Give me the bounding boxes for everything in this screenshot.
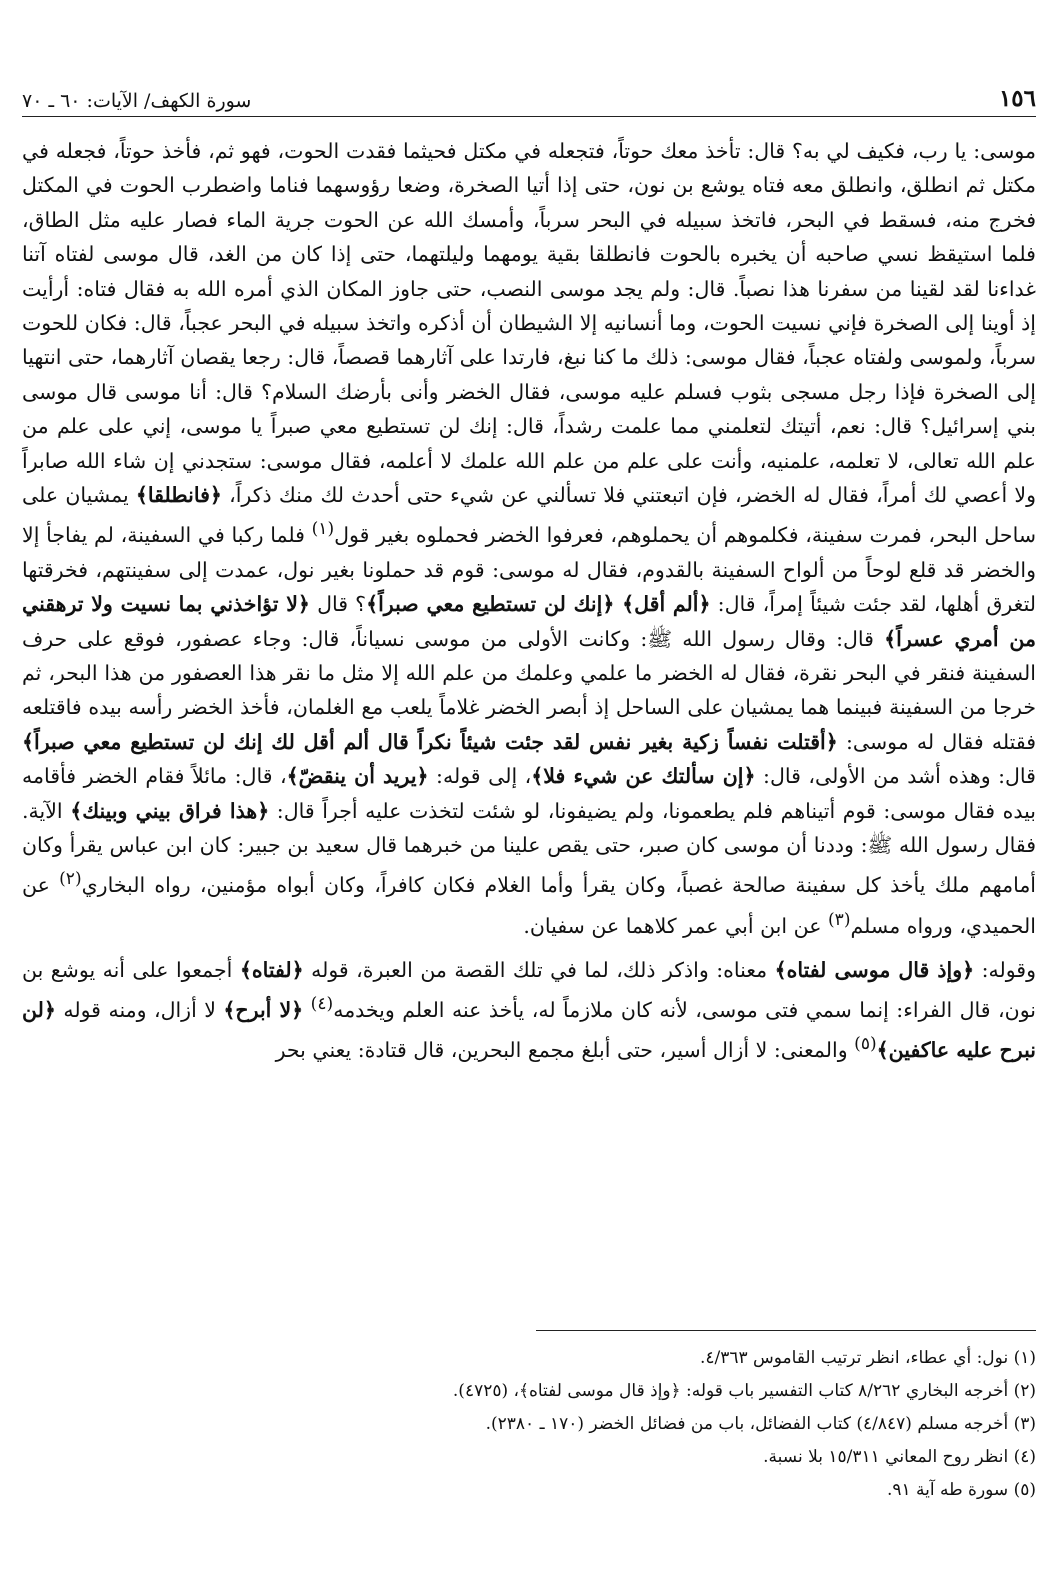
- paragraph-tafsir: [22, 953, 1036, 1068]
- quran-quote: ﴿يريد أن ينقضّ﴾: [286, 764, 429, 789]
- quran-quote: ﴿أقتلت نفساً زكية بغير نفس لقد جئت شيئاً نكراً قال ألم أقل لك إنك لن تستطيع معي صبراً﴾: [22, 729, 838, 754]
- quran-quote: ﴿وإذ قال موسى لفتاه﴾: [774, 957, 975, 982]
- text-run: ؟ قال: [309, 592, 367, 617]
- main-text: [22, 134, 1036, 1068]
- footnote-ref: (٢): [59, 869, 82, 890]
- text-run: عن الحميدي، ورواه مسلم: [22, 873, 1036, 938]
- text-run: فلما ركبا في السفينة، لم يفاجأ إلا والخضر قد قلع لوحاً من ألواح السفينة بالقدوم، فقال له موسى: قوم قد حملونا بغير نول، عمدت إلى سفينتهم، فخرقتها لتغرق أهلها، لقد جئت شيئاً إمراً، قال:: [22, 523, 1036, 617]
- footnote-4: (٤) انظر روح المعاني ١٥/٣١١ بلا نسبة.: [763, 1447, 1036, 1467]
- footnote-ref: (٣): [827, 909, 851, 930]
- footnote-ref: (٥): [854, 1034, 877, 1055]
- text-run: يمشيان على ساحل البحر، فمرت سفينة، فكلموهم أن يحملوهم، فعرفوا الخضر فحملوه بغير قول: [22, 483, 1036, 548]
- quran-quote: ﴿فانطلقا﴾: [135, 483, 222, 508]
- quran-quote: ﴿إن سألتك عن شيء فلا﴾: [531, 764, 756, 789]
- text-run: [303, 998, 310, 1022]
- page-header: [22, 78, 1036, 117]
- text-run: عن ابن أبي عمر كلاهما عن سفيان.: [523, 913, 828, 938]
- text-run: معناه: واذكر ذلك، لما في تلك القصة من العبرة، قوله: [303, 957, 775, 982]
- footnote-5: (٥) سورة طه آية ٩١.: [886, 1480, 1036, 1500]
- text-run: قال: وهذه أشد من الأولى، قال:: [755, 764, 1036, 789]
- footnote-3: (٣) أخرجه مسلم (٤/٨٤٧) كتاب الفضائل، باب من فضائل الخضر (١٧٠ ـ ٢٣٨٠).: [485, 1414, 1036, 1434]
- text-run: لا أزال، ومنه قوله: [55, 998, 224, 1023]
- text-run: ، قال: مائلاً فقام الخضر فأقامه بيده فقال موسى: قوم أتيناهم فلم يطعمونا، ولم يضيفونا، لو شئت لتخذت عليه أجراً قال:: [22, 764, 1036, 823]
- footnotes: [22, 1342, 1036, 1507]
- text-run: أجمعوا على أنه يوشع بن نون، قال الفراء: إنما سمي فتى موسى، لأنه كان ملازماً له، يأخذ عنه العلم ويخدمه: [22, 957, 1037, 1023]
- footnote-ref: (١): [311, 519, 335, 540]
- footnote-ref: (٤): [310, 994, 334, 1015]
- text-run: الآية. فقال رسول الله ﷺ: وددنا أن موسى كان صبر، حتى يقص علينا من خبرهما قال سعيد بن جبير: كان ابن عباس يقرأ وكان أمامهم ملك يأخذ كل سفينة صالحة غصباً، وكان يقرأ وأما الغلام فكان كافراً، وكان أبواه مؤمنين، رواه البخاري: [22, 798, 1036, 898]
- quran-quote: ﴿لا تؤاخذني بما نسيت ولا ترهقني من أمري عسراً﴾: [22, 592, 1036, 651]
- quran-quote: ﴿لن نبرح عليه عاكفين﴾: [22, 998, 1036, 1063]
- quran-quote: ﴿لفتاه﴾: [239, 957, 304, 982]
- quran-quote: ﴿ألم أقل﴾ ﴿إنك لن تستطيع معي صبراً﴾: [366, 592, 711, 617]
- footnote-2: (٢) أخرجه البخاري ٨/٢٦٢ كتاب التفسير باب قوله: ﴿وإذ قال موسى لفتاه﴾، (٤٧٢٥).: [452, 1381, 1036, 1401]
- quran-quote: ﴿هذا فراق بيني وبينك﴾: [70, 798, 270, 823]
- text-run: موسى: يا رب، فكيف لي به؟ قال: تأخذ معك حوتاً، فتجعله في مكتل فحيثما فقدت الحوت، فهو ثم، فأخذ حوتاً، فجعله في مكتل ثم انطلق، وانطلق معه فتاه يوشع بن نون، حتى إذا أتيا الصخرة، وضعا رؤوسهما فناما واضطرب الحوت في المكتل فخرج منه، فسقط في البحر، فاتخذ سبيله في البحر سرباً، وأمسك الله عن الحوت جرية الماء فصار عليه مثل الطاق، فلما استيقظ نسي صاحبه أن يخبره بالحوت فانطلقا بقية يومهما وليلتهما، حتى إذا كان من الغد، قال موسى لفتاه آتنا غداءنا لقد لقينا من سفرنا هذا نصباً. قال: ولم يجد موسى النصب، حتى جاوز المكان الذي أمره الله به فقال فتاه: أرأيت إذ أوينا إلى الصخرة فإني نسيت الحوت، وما أنسانيه إلا الشيطان أن أذكره واتخذ سبيله في البحر عجباً، قال: فكان للحوت سرباً، ولموسى ولفتاه عجباً، فقال موسى: ذلك ما كنا نبغ، فارتدا على آثارهما قصصاً، قال: رجعا يقصان آثارهما، حتى انتهيا إلى الصخرة فإذا رجل مسجى بثوب فسلم عليه موسى، فقال الخضر وأنى بأرضك السلام؟ قال: أنا موسى قال موسى بني إسرائيل؟ قال: نعم، أتيتك لتعلمني مما علمت رشداً، قال: إنك لن تستطيع معي صبراً يا موسى، إني على علم من علم الله تعالى، لا تعلمه، علمنيه، وأنت على علم من علم الله علمك لا أعلمه، فقال موسى: ستجدني إن شاء الله صابراً ولا أعصي لك أمراً، فقال له الخضر، فإن اتبعتني فلا تسألني عن شيء حتى أحدث لك منك ذكراً،: [22, 139, 1036, 508]
- footnote-divider: [536, 1330, 1036, 1331]
- page-number: ١٥٦: [998, 85, 1036, 112]
- footnote-1: (١) نول: أي عطاء، انظر ترتيب القاموس ٤/٣٦٣.: [699, 1348, 1036, 1368]
- text-run: وقوله:: [974, 957, 1037, 982]
- text-run: والمعنى: لا أزال أسير، حتى أبلغ مجمع البحرين، قال قتادة: يعني بحر: [275, 1038, 855, 1063]
- text-run: قال: وقال رسول الله ﷺ: وكانت الأولى من موسى نسياناً، قال: وجاء عصفور، فوقع على حرف السفينة فنقر في البحر نقرة، فقال له الخضر ما علمي وعلمك من علم الله إلا مثل ما نقر هذا العصفور من هذا البحر، ثم خرجا من السفينة فبينما هما يمشيان على الساحل إذ أبصر الخضر غلاماً يلعب مع الغلمان، فأخذ الخضر رأسه بيده فاقتلعه فقتله فقال له موسى:: [22, 626, 1036, 754]
- quran-quote: ﴿لا أبرح﴾: [223, 998, 304, 1023]
- text-run: ، إلى قوله:: [428, 764, 532, 789]
- book-page: [22, 0, 1036, 1580]
- paragraph-hadith: [22, 134, 1036, 943]
- running-title: سورة الكهف/ الآيات: ٦٠ ـ ٧٠: [22, 90, 252, 112]
